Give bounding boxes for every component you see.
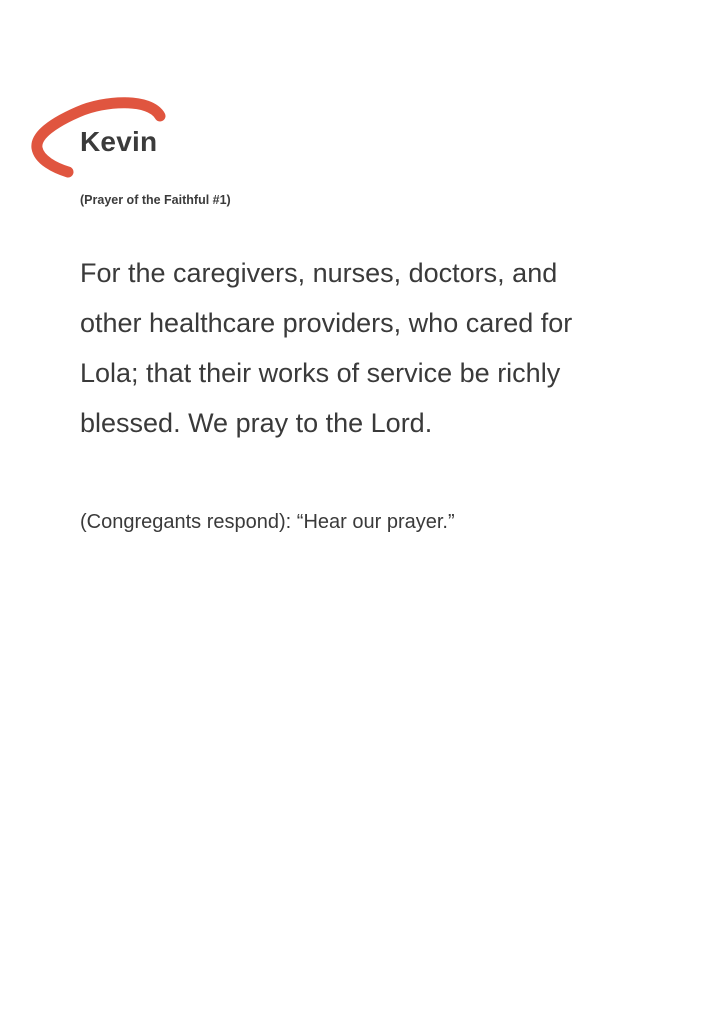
prayer-line: Lola; that their works of service be richly [80, 358, 561, 388]
speaker-name: Kevin [80, 126, 158, 157]
prayer-line: blessed. We pray to the Lord. [80, 408, 433, 438]
prayer-text [80, 248, 640, 448]
red-marker-underline [0, 0, 724, 200]
prayer-line: other healthcare providers, who cared for [80, 308, 573, 338]
congregation-response: (Congregants respond): “Hear our prayer.” [80, 511, 455, 533]
section-subtitle: (Prayer of the Faithful #1) [80, 193, 231, 207]
prayer-line: For the caregivers, nurses, doctors, and [80, 258, 558, 288]
